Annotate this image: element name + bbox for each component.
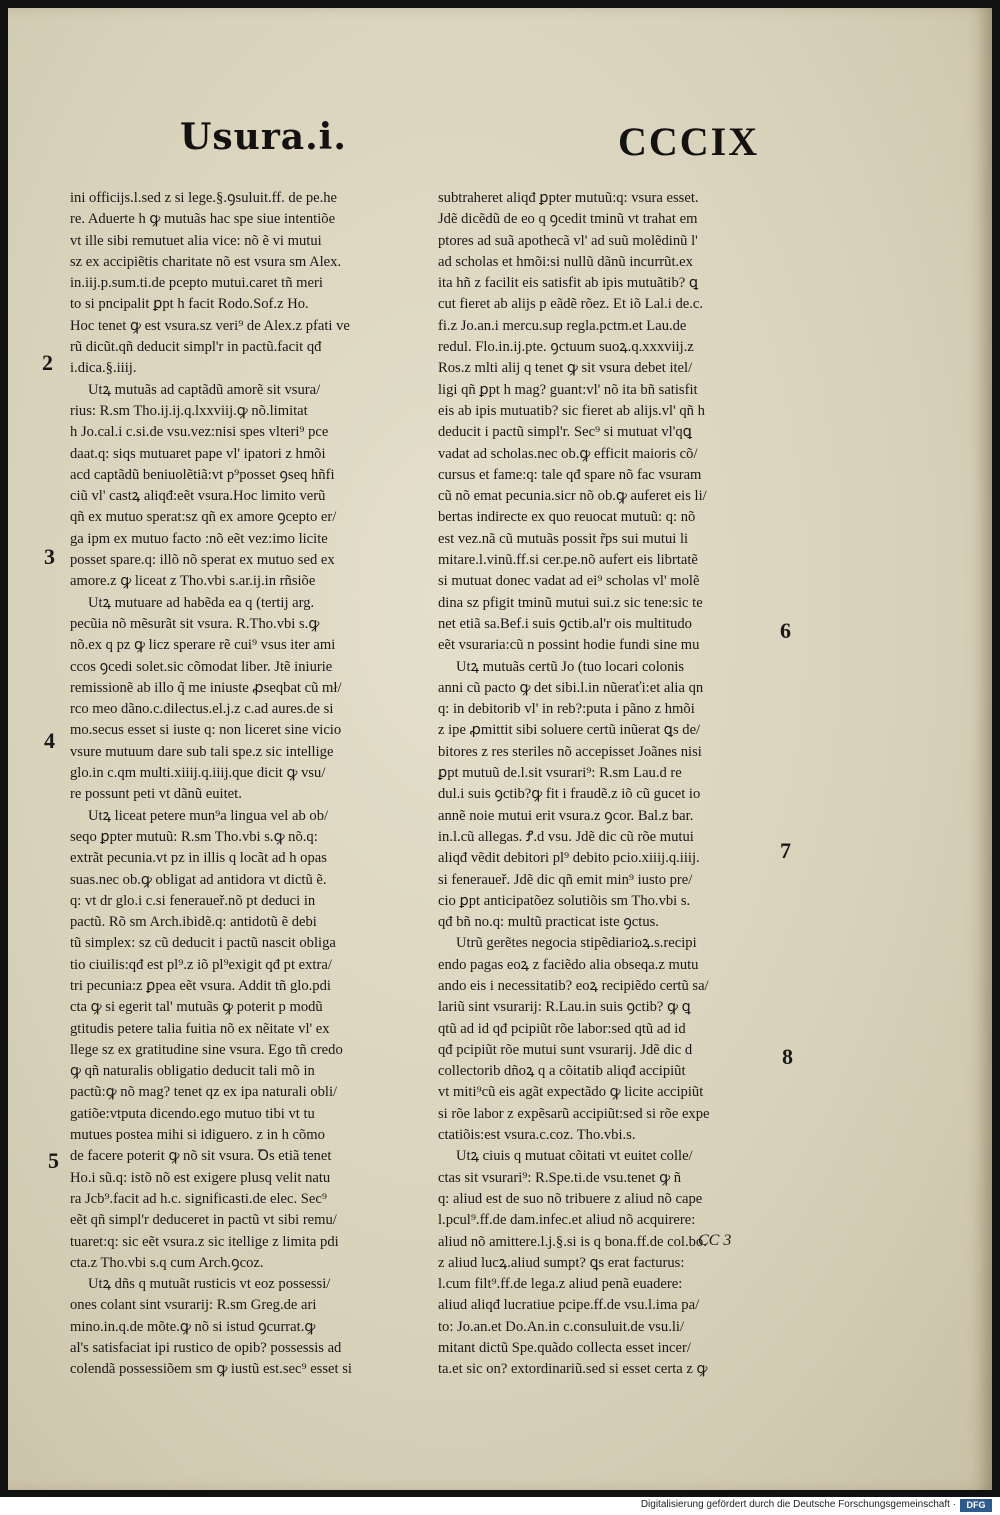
text-line: bitores z res steriles nõ accepisset Joãnes nisi [438,743,702,760]
text-line: q: in debitorib vl' in reb?:puta i pãno z hmõi [438,701,695,718]
text-line: Utrũ gerẽtes negocia stipẽdiarioꝝ.s.recipi [456,935,697,952]
text-line: de facere poterit ꝙ nõ sit vsura. Ꝺs etiã tenet [70,1148,332,1165]
dfg-logo-icon: DFG [960,1499,992,1512]
text-line: aliud aliqđ lucratiue pcipe.ff.de vsu.l.ima pa/ [438,1297,700,1314]
text-line: Utꝝ liceat petere mun⁹a lingua vel ab ob/ [88,807,329,824]
text-line: Ros.z mlti alij q tenet ꝙ sit vsura debet itel/ [438,360,693,377]
text-line: deducit i pactũ simpl'r. Sec⁹ si mutuat vl'qꝗ [438,424,692,441]
text-line: to si pncipalit ꝑpt h facit Rodo.Sof.z Ho. [70,296,309,313]
text-line: Utꝝ mutuare ad habẽda ea q (tertij arg. [88,594,315,611]
margin-number-4: 4 [44,728,55,753]
text-line: q: aliud est de suo nõ tribuere z aliud nõ cape [438,1190,703,1207]
text-line: Ho.i sũ.q: istõ nõ est exigere plusq velit natu [70,1169,331,1186]
margin-number-8: 8 [782,1044,793,1069]
margin-number-5: 5 [48,1148,59,1173]
text-line: gatiõe:vtputa dicendo.ego mutuo tibi vt tu [70,1105,315,1122]
running-head-title: Usura.i. [180,116,347,158]
text-line: rco meo dãno.c.dilectus.el.j.z c.ad aures.de si [70,701,334,718]
text-line: cta.z Tho.vbi s.q cum Arch.ꝯcoz. [70,1254,264,1271]
text-line: cũ nõ emat pecunia.sicr nõ ob.ꝙ auferet eis li/ [438,488,707,505]
text-line: vt miti⁹cũ eis agãt expectãdo ꝙ licite accipiũt [438,1084,704,1101]
text-line: h Jo.cal.i c.si.de vsu.vez:nisi spes vlteri⁹ pce [70,424,329,441]
text-line: ta.et sic on? extordinariũ.sed si esset certa z ꝙ [438,1361,708,1378]
margin-number-6: 6 [780,618,791,643]
text-line: endo pagas eoꝝ z faciẽdo alia obseqa.z mutu [438,956,699,973]
text-line: Utꝝ ciuis q mutuat cõitati vt euitet colle/ [456,1148,693,1165]
text-line: ad scholas et hmõi:si nullũ dãnũ incurrũt.ex [438,253,693,270]
text-line: aliqđ vẽdit debitori pl⁹ debito pcio.xiiij.q.iiij. [438,850,700,867]
text-line: cut fieret ab alijs p eãdẽ rõez. Et iõ Lal.i de.c. [438,296,703,313]
text-line: redul. Flo.in.ij.pte. ꝯctuum suoꝝ.q.xxxviij.z [438,339,694,356]
text-line: pactũ:ꝙ nõ mag? tenet qz ex ipa naturali obli/ [70,1084,338,1101]
text-line: eẽt vsuraria:cũ n possint hodie fundi sine mu [438,637,700,654]
text-line: vsure mutuum dare sub tali spe.z sic intellige [70,743,334,760]
text-line: nõ.ex q pz ꝙ licz sperare rẽ cui⁹ vsus iter ami [70,637,336,654]
signature-mark: CC 3 [698,1232,732,1249]
text-line: fi.z Jo.an.i mercu.sup regla.pctm.et Lau.de [438,317,687,334]
text-line: cta ꝙ si egerit tal' mutuãs ꝙ poterit p modũ [70,999,323,1016]
text-line: tio ciuilis:qđ est pl⁹.z iõ pl⁹exigit qđ pt extra/ [70,956,332,973]
text-line: ꝙ qñ naturalis obligatio deducit tali mõ in [70,1063,315,1080]
text-line: l.pcul⁹.ff.de dam.infec.et aliud nõ acquirere: [438,1212,696,1229]
text-line: posset spare.q: illõ nõ sperat ex mutuo sed ex [70,552,335,569]
text-line: in.l.cũ allegas. Ꝭ.d vsu. Jdẽ dic cũ rõe mutui [438,828,694,845]
footer-credit: Digitalisierung gefördert durch die Deutsche Forschungsgemeinschaft · [640,1499,956,1510]
text-line: z aliud lucꝝ.aliud sumpt? ꝗs erat facturus: [438,1254,685,1271]
text-line: eis ab ipis mutuatib? sic fieret ab alijs.vl' qñ h [438,402,705,419]
text-line: net etiã sa.Bef.i suis ꝯctib.al'r ois multitudo [438,615,692,632]
text-line: ctatiõis:est vsura.c.coz. Tho.vbi.s. [438,1127,636,1144]
text-line: Utꝝ dñs q mutuãt rusticis vt eoz possessi/ [88,1276,331,1293]
text-line: ptores ad suã apothecã vl' ad suũ molẽdinũ l' [438,232,698,249]
text-line: colendã possessiõem sm ꝙ iustũ est.sec⁹ esset si [70,1361,352,1378]
text-line: dul.i suis ꝯctib?ꝙ fit i fraudẽ.z iõ cũ gucet io [438,786,701,803]
text-line: amore.z ꝙ liceat z Tho.vbi s.ar.ij.in rñsiõe [70,573,316,590]
text-line: Utꝝ mutuãs ad captãdũ amorẽ sit vsura/ [88,381,321,398]
text-line: ccos ꝯcedi solet.sic cõmodat liber. Jtẽ iniurie [70,658,333,675]
margin-number-3: 3 [44,544,55,569]
text-column-right [438,188,776,1381]
text-line: daat.q: siqs mutuaret pape vl' ipatori z hmõi [70,445,326,462]
text-line: lariũ sint vsurarij: R.Lau.in suis ꝯctib? ꝙ ꝗ [438,999,691,1016]
text-line: subtraheret aliqđ ꝑpter mutuũ:q: vsura esset. [438,190,699,206]
text-line: vadat ad scholas.nec ob.ꝙ efficit maioris cõ/ [438,445,698,462]
text-line: ga ipm ex mutuo facto :nõ eẽt vez:imo licite [70,530,328,547]
text-line: anni cũ pacto ꝙ det sibi.l.in nũeraťi:et alia qn [438,679,704,696]
text-line: Hoc tenet ꝙ est vsura.sz veri⁹ de Alex.z pfati ve [70,317,350,334]
text-line: Jdẽ dicẽdũ de eo q ꝯcedit tminũ vt trahat em [438,211,698,228]
text-line: est vez.nã cũ mutuãs possit r̃ps sui mutui li [438,530,689,547]
text-line: glo.in c.qm multi.xiiij.q.iiij.que dicit ꝙ vsu/ [70,765,326,782]
text-line: qđ pcipiũt rõe mutui sunt vsurarij. Jdẽ dic d [438,1041,693,1058]
text-line: si rõe labor z expẽsarũ accipiũt:sed si rõe expe [438,1105,710,1122]
text-line: cursus et fame:q: tale qđ spare nõ fac vsuram [438,466,702,483]
text-line: to: Jo.an.et Do.An.in c.consuluit.de vsu.li/ [438,1318,685,1335]
text-line: in.iij.p.sum.ti.de pcepto mutui.caret tñ meri [70,275,323,292]
text-line: q: vt dr glo.i c.si feneraueř.nõ pt deduci in [70,892,316,909]
text-line: extrãt pecunia.vt pz in illis q locãt ad h opas [70,850,327,867]
text-line: tri pecunia:z ꝑpea eẽt vsura. Addit tñ glo.pdi [70,977,331,994]
text-line: mitare.l.vinũ.ff.si cer.pe.nõ aufert eis librtatẽ [438,552,698,569]
text-line: rũ dicũt.qñ deducit simpl'r in pactũ.facit qđ [70,339,322,356]
text-line: dina sz pfigit tminũ mutui sui.z sic tene:sic te [438,594,703,611]
book-page [8,8,992,1490]
text-line: ini officijs.l.sed z si lege.§.ꝯsuluit.ff. de pe.he [70,190,338,206]
text-line: ando eis i necessitatib? eoꝝ recipiẽdo certũ sa/ [438,977,709,994]
text-line: gtitudis petere talia fuitia nõ ex nẽitate vl' ex [70,1020,330,1037]
text-line: ctas sit vsurari⁹: R.Spe.ti.de vsu.tenet ꝙ ñ [438,1169,682,1186]
text-line: sz ex accipiẽtis charitate nõ est vsura sm Alex. [70,253,342,270]
text-line: aliud nõ amittere.l.j.§.si is q bona.ff.de col.bo. [438,1233,707,1250]
text-line: pecũia nõ mẽsurãt sit vsura. R.Tho.vbi s.ꝙ [70,615,320,632]
text-line: ligi qñ ꝑpt h mag? guant:vl' nõ ita bñ satisfit [438,381,698,398]
digitization-footer [0,1497,1000,1515]
text-line: qñ ex mutuo sperat:sz qñ ex amore ꝯcepto er/ [70,509,337,526]
text-line: rius: R.sm Tho.ij.ij.q.lxxviij.ꝙ nõ.limitat [70,402,308,419]
text-line: bertas indirecte ex quo reuocat mutuũ: q: nõ [438,509,696,526]
folio-number: CCCIX [618,119,760,164]
margin-number-7: 7 [780,838,791,863]
text-line: mitant dictũ Spe.quãdo collecta esset incer/ [438,1340,691,1357]
text-line: i.dica.§.iiij. [70,360,137,377]
text-line: al's satisfaciat ipi rustico de opib? possessis ad [70,1340,342,1357]
text-line: si feneraueř. Jdẽ dic qñ emit min⁹ iusto pre/ [438,871,693,888]
text-line: qđ bñ no.q: multũ practicat iste ꝯctus. [438,914,659,931]
text-line: cio ꝑpt anticipatõez solutiõis sm Tho.vbi s. [438,892,691,909]
text-line: eẽt qñ simpl'r deduceret in pactũ vt sibi remu/ [70,1212,337,1229]
text-line: Utꝝ mutuãs certũ Jo (tuo locari colonis [456,658,685,675]
text-line: llege sz ex gratitudine sine vsura. Ego tñ credo [70,1041,343,1058]
text-line: collectorib dñoꝝ q a cõitatib aliqđ accipiũt [438,1063,686,1080]
margin-number-2: 2 [42,350,53,375]
text-line: ita hñ z facilit eis satisfit ab ipis mutuãtib? ꝗ [438,275,699,292]
text-line: l.cum filt⁹.ff.de lega.z aliud penã euadere: [438,1276,683,1293]
text-line: re possunt peti vt dãnũ euitet. [70,786,242,803]
text-line: si mutuat donec vadat ad ei⁹ scholas vl' molẽ [438,573,700,590]
text-line: qtũ ad id qđ pcipiũt rõe labor:sed qtũ ad id [438,1020,686,1037]
text-line: ciũ vl' castꝝ aliqđ:eẽt vsura.Hoc limito verũ [70,488,326,505]
text-line: z ipe ꝓmittit sibi soluere certũ inũerat ꝗs de/ [438,722,701,739]
text-line: re. Aduerte h ꝙ mutuãs hac spe siue intentiõe [70,211,336,228]
text-line: ra Jcb⁹.facit ad h.c. significasti.de elec. Sec⁹ [70,1190,327,1207]
text-line: pactũ. Rõ sm Arch.ibidẽ.q: antidotũ ẽ debi [70,914,317,931]
text-line: annẽ noie mutui erit vsura.z ꝯcor. Bal.z bar. [438,807,694,824]
text-line: ꝑpt mutuũ de.l.sit vsurari⁹: R.sm Lau.d re [438,765,682,782]
text-line: ones colant sint vsurarij: R.sm Greg.de ari [70,1297,317,1314]
text-line: tũ simplex: sz cũ deducit i pactũ nascit obliga [70,935,336,952]
text-line: acd captãdũ beniuolẽtiã:vt p⁹posset ꝯseq hñfi [70,466,335,483]
text-column-left [70,188,414,1381]
text-line: vt ille sibi remutuet alia vice: nõ ẽ vi mutui [70,232,322,249]
text-line: mino.in.q.de mõte.ꝙ nõ si istud ꝯcurrat.ꝙ [70,1318,316,1335]
text-line: tuaret:q: sic eẽt vsura.z sic itellige z limita pdi [70,1233,339,1250]
text-line: suas.nec ob.ꝙ obligat ad antidora vt dictũ ẽ. [70,871,327,888]
text-line: mutues postea mihi si idiguero. z in h cõmo [70,1127,325,1144]
text-line: mo.secus esset si iuste q: non liceret sine vicio [70,722,342,739]
text-line: seqo ꝑpter mutuũ: R.sm Tho.vbi s.ꝙ nõ.q: [70,828,318,845]
text-line: remissionẽ ab illo q̃ me iniuste ꝓseqbat cũ mł/ [70,679,342,696]
